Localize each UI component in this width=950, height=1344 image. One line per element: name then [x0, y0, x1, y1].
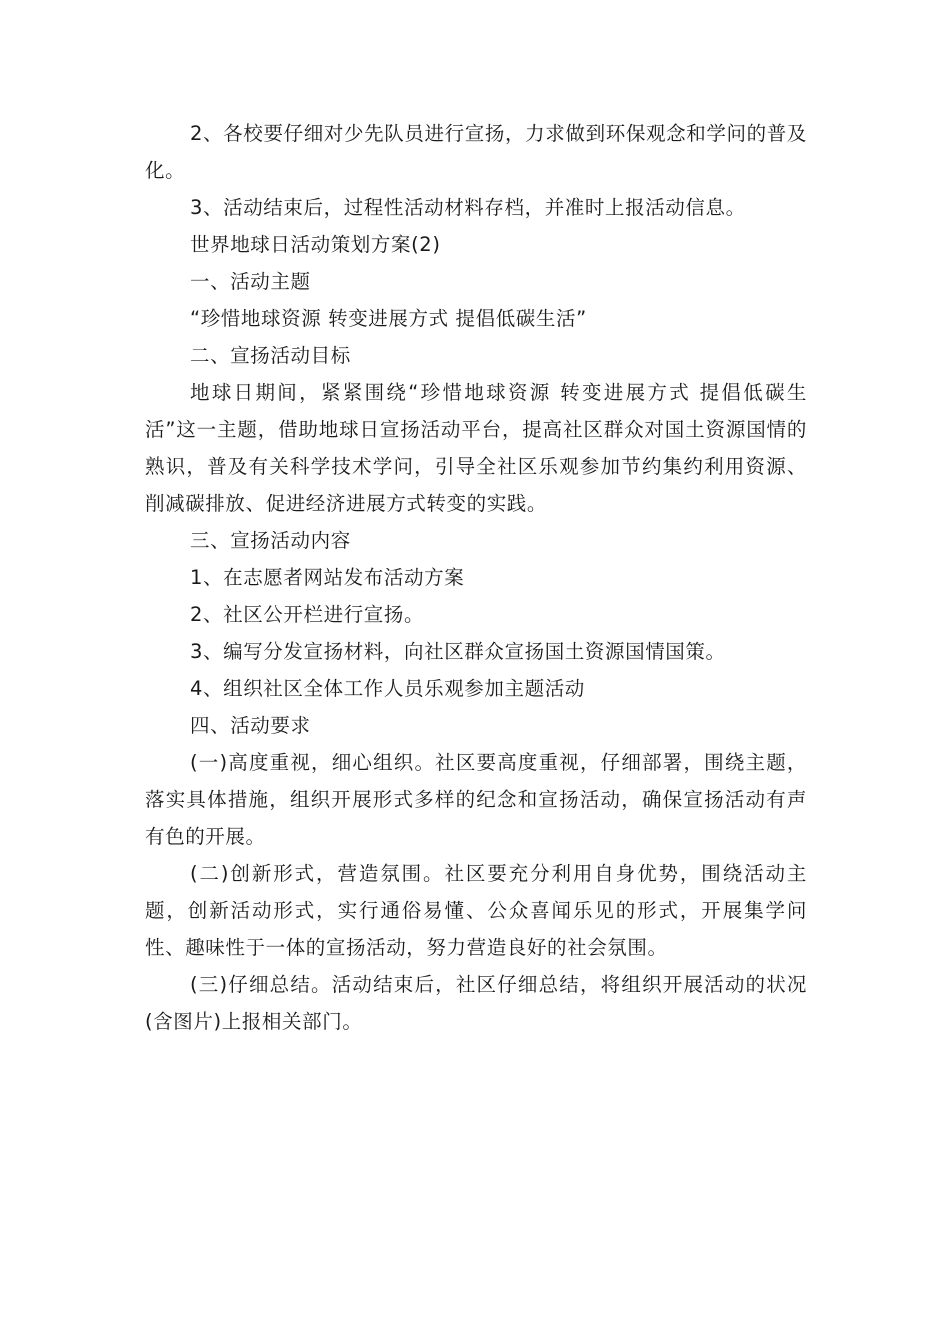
heading-activity-goal: 二、宣扬活动目标: [190, 344, 351, 367]
paragraph-item-2: 2、各校要仔细对少先队员进行宣扬，力求做到环保观念和学问的普及化。: [145, 122, 807, 182]
requirement-item-3: (三)仔细总结。活动结束后，社区仔细总结，将组织开展活动的状况(含图片)上报相关部门。: [145, 973, 807, 1033]
heading-activity-theme: 一、活动主题: [190, 270, 311, 293]
paragraph-item-3: 3、活动结束后，过程性活动材料存档，并准时上报活动信息。: [190, 196, 746, 219]
theme-slogan: “珍惜地球资源 转变进展方式 提倡低碳生活”: [190, 307, 587, 330]
requirement-item-2: (二)创新形式，营造氛围。社区要充分利用自身优势，围绕活动主题，创新活动形式，实行通俗易懂、公众喜闻乐见的形式，开展集学问性、趣味性于一体的宣扬活动，努力营造良好的社会氛围。: [145, 862, 807, 959]
content-item-3: 3、编写分发宣扬材料，向社区群众宣扬国土资源国情国策。: [190, 640, 726, 663]
content-item-1: 1、在志愿者网站发布活动方案: [190, 566, 465, 589]
content-item-4: 4、组织社区全体工作人员乐观参加主题活动: [190, 677, 585, 700]
content-item-2: 2、社区公开栏进行宣扬。: [190, 603, 425, 626]
heading-activity-requirements: 四、活动要求: [190, 714, 311, 737]
requirement-item-1: (一)高度重视，细心组织。社区要高度重视，仔细部署，围绕主题，落实具体措施，组织开展形式多样的纪念和宣扬活动，确保宣扬活动有声有色的开展。: [145, 751, 807, 848]
heading-activity-content: 三、宣扬活动内容: [190, 529, 351, 552]
document-body: [145, 115, 807, 1040]
paragraph-activity-goal: 地球日期间，紧紧围绕“珍惜地球资源 转变进展方式 提倡低碳生活”这一主题，借助地球日宣扬活动平台，提高社区群众对国土资源国情的熟识，普及有关科学技术学问，引导全社区乐观参加节约集约利用资源、削减碳排放、促进经济进展方式转变的实践。: [145, 381, 807, 515]
section-title: 世界地球日活动策划方案(2): [190, 233, 441, 256]
